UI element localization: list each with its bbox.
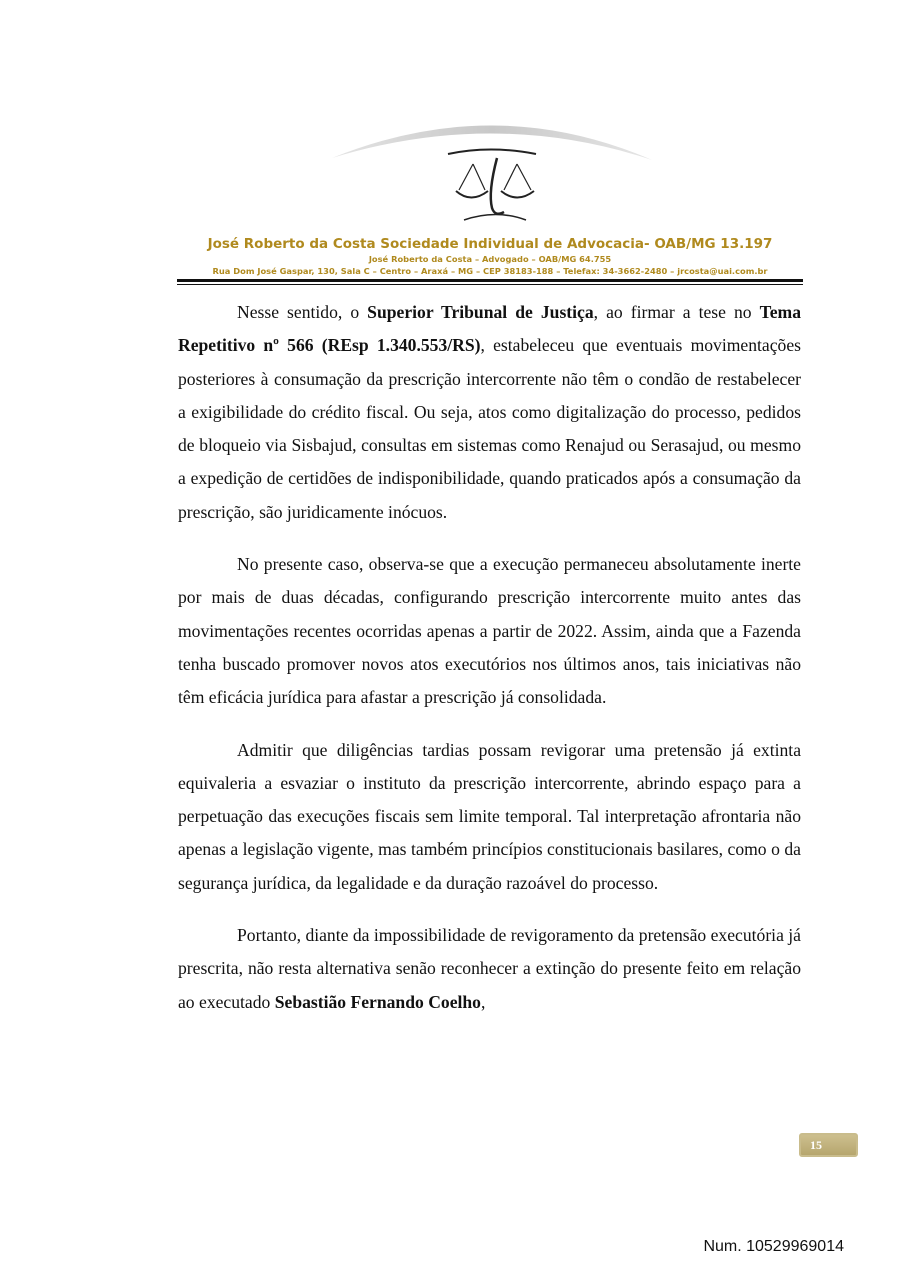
document-number: Num. 10529969014 <box>703 1238 844 1255</box>
court-name: Superior Tribunal de Justiça <box>367 302 594 322</box>
letterhead-lawyer: José Roberto da Costa – Advogado – OAB/MG 64.755 <box>368 254 612 264</box>
scales-of-justice-logo <box>330 112 660 230</box>
paragraph-2: No presente caso, observa-se que a execução permaneceu absolutamente inerte por mais de duas décadas, configurando prescrição intercorrente muito antes das movimentações recentes ocorridas apenas a partir de 2022. Assim, ainda que a Fazenda tenha buscado promover novos atos executórios nos últimos anos, tais iniciativas não têm eficácia jurídica para afastar a prescrição já consolidada. <box>178 554 801 708</box>
defendant-name: Sebastião Fernando Coelho <box>274 991 481 1012</box>
paragraph-4 <box>178 919 801 1019</box>
letterhead-firm-name: José Roberto da Costa Sociedade Individual de Advocacia- OAB/MG 13.197 <box>207 236 773 252</box>
paragraph-1-text-3: , estabeleceu que eventuais movimentações posteriores à consumação da prescrição intercorrente não têm o condão de restabelecer a exigibilidade do crédito fiscal. Ou seja, atos como digitalização do processo, pedidos de bloqueio via Sisbajud, consultas em sistemas como Renajud ou Serasajud, ou mesmo a expedição de certidões de indisponibilidade, quando praticados após a consumação da prescrição, são juridicamente inócuos. <box>178 335 801 522</box>
paragraph-3: Admitir que diligências tardias possam revigorar uma pretensão já extinta equivaleria a esvaziar o instituto da prescrição intercorrente, abrindo espaço para a perpetuação das execuções fiscais sem limite temporal. Tal interpretação afrontaria não apenas a legislação vigente, mas também princípios constitucionais basilares, como o da segurança jurídica, da legalidade e da duração razoável do processo. <box>178 739 801 893</box>
letterhead-address: Rua Dom José Gaspar, 130, Sala C – Centro – Araxá – MG – CEP 38183-188 – Telefax: 34-3662-2480 – jrcosta@uai.com.br <box>212 266 768 276</box>
paragraph-1 <box>178 296 801 529</box>
document-body <box>178 296 801 1019</box>
paragraph-1-text-2: , ao firmar a tese no <box>593 302 760 322</box>
paragraph-1-text-1: Nesse sentido, o <box>237 302 368 322</box>
page-number-badge: 15 <box>799 1133 858 1157</box>
header-rule-thin <box>177 284 803 285</box>
repetitive-theme-ref: Tema Repetitivo nº 566 (REsp 1.340.553/RS) <box>178 302 801 356</box>
paragraph-4-text-1: Portanto, diante da impossibilidade de revigoramento da pretensão executória já prescrita, não resta alternativa senão reconhecer a extinção do presente feito em relação ao executado <box>178 925 801 1012</box>
paragraph-4-text-2: , <box>480 991 486 1012</box>
header-rule <box>177 279 803 282</box>
